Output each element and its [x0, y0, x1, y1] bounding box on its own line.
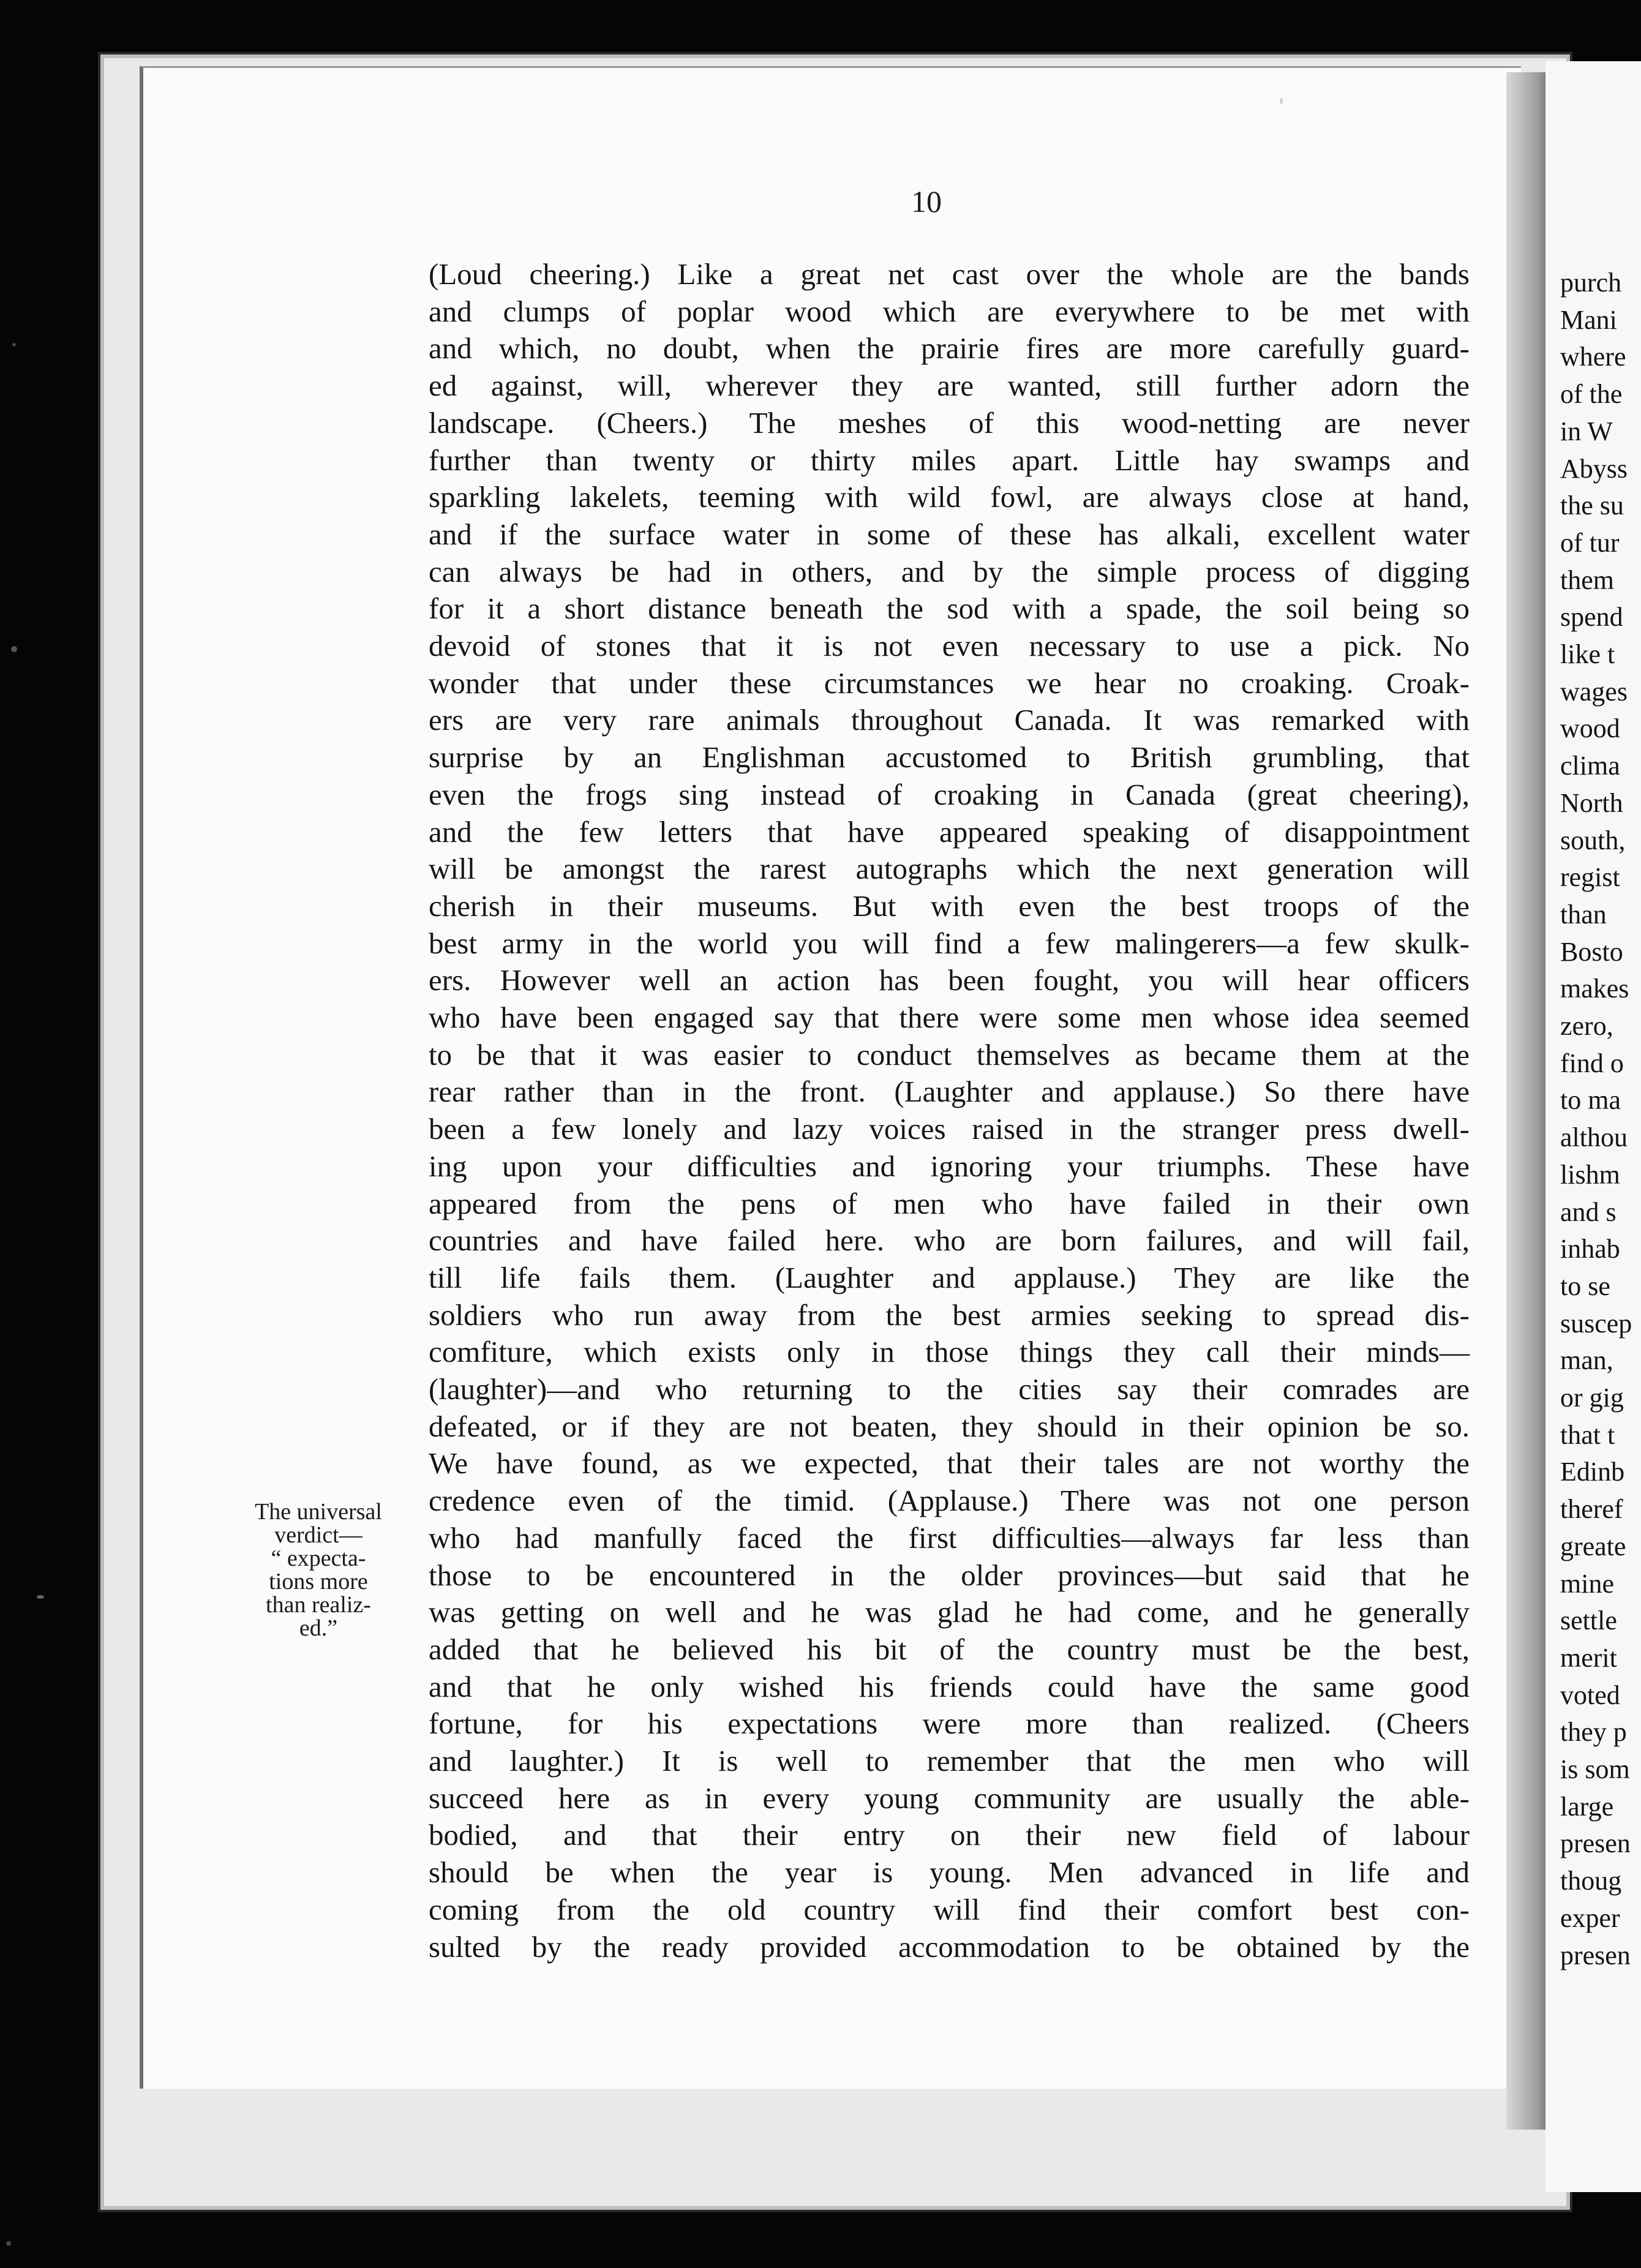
facing-page-line: find o: [1560, 1048, 1624, 1078]
body-text-line: comfiture, which exists only in those things they call their minds—: [429, 1335, 1470, 1369]
body-text-line: sulted by the ready provided accommodation to be obtained by the: [429, 1930, 1470, 1964]
body-text-line: countries and have failed here. who are born failures, and will fail,: [429, 1223, 1470, 1257]
facing-page-line: to ma: [1560, 1085, 1621, 1115]
body-text-line: devoid of stones that it is not even necessary to use a pick. No: [429, 629, 1470, 663]
facing-page-line: exper: [1560, 1903, 1620, 1933]
body-text-line: further than twenty or thirty miles apart. Little hay swamps and: [429, 443, 1470, 477]
facing-page-line: inhab: [1560, 1234, 1620, 1264]
body-text-line: ed against, will, wherever they are wanted, still further adorn the: [429, 369, 1470, 402]
facing-page-line: where: [1560, 342, 1626, 372]
margin-note-line: verdict—: [274, 1522, 362, 1548]
body-text-line: bodied, and that their entry on their new field of labour: [429, 1818, 1470, 1852]
facing-page-line: wages: [1560, 677, 1628, 707]
facing-page-line: Bosto: [1560, 937, 1623, 967]
facing-page-line: and s: [1560, 1197, 1617, 1227]
facing-page-line: they p: [1560, 1717, 1627, 1747]
facing-page-line: the su: [1560, 490, 1624, 520]
facing-page-line: merit: [1560, 1643, 1617, 1673]
margin-note-line: than realiz-: [266, 1592, 371, 1618]
facing-page-line: in W: [1560, 416, 1613, 446]
body-text-line: till life fails them. (Laughter and applause.) They are like the: [429, 1261, 1470, 1294]
facing-page-line: clima: [1560, 751, 1620, 781]
facing-page-line: is som: [1560, 1754, 1630, 1784]
book-gutter-shadow: [1506, 72, 1545, 2130]
facing-page-line: wood: [1560, 713, 1620, 743]
facing-page-line: of tur: [1560, 528, 1620, 558]
body-text-line: cherish in their museums. But with even the best troops of the: [429, 889, 1470, 923]
scan-speck: [6, 2241, 11, 2246]
body-text-line: for it a short distance beneath the sod with a spade, the soil being so: [429, 591, 1470, 625]
margin-note-line: ed.”: [299, 1615, 338, 1641]
facing-page-line: of the: [1560, 379, 1623, 409]
body-text-line: those to be encountered in the older provinces—but said that he: [429, 1558, 1470, 1592]
facing-page-line: than: [1560, 899, 1607, 929]
facing-page-line: Abyss: [1560, 454, 1628, 484]
facing-page-line: Mani: [1560, 305, 1617, 335]
facing-page-line: greate: [1560, 1531, 1626, 1561]
body-text-line: was getting on well and he was glad he had come, and he generally: [429, 1595, 1470, 1629]
body-text-line: ing upon your difficulties and ignoring your triumphs. These have: [429, 1149, 1470, 1183]
facing-page-line: that t: [1560, 1420, 1615, 1450]
body-text-line: to be that it was easier to conduct themselves as became them at the: [429, 1038, 1470, 1072]
body-text-line: credence even of the timid. (Applause.) There was not one person: [429, 1484, 1470, 1517]
body-text-line: appeared from the pens of men who have failed in their own: [429, 1187, 1470, 1220]
body-text-line: and the few letters that have appeared speaking of disappointment: [429, 815, 1470, 849]
body-text-line: who have been engaged say that there were some men whose idea seemed: [429, 1001, 1470, 1034]
facing-page-line: althou: [1560, 1122, 1628, 1152]
facing-page-line: theref: [1560, 1494, 1623, 1524]
body-text-line: and laughter.) It is well to remember that the men who will: [429, 1744, 1470, 1778]
margin-note-line: “ expecta-: [271, 1545, 366, 1571]
margin-note-line: tions more: [269, 1569, 368, 1594]
margin-note-line: The universal: [255, 1499, 382, 1525]
scan-speck: [11, 646, 17, 652]
facing-page-line: voted: [1560, 1680, 1620, 1710]
body-text-line: defeated, or if they are not beaten, they should in their opinion be so.: [429, 1410, 1470, 1443]
facing-page-line: like t: [1560, 639, 1615, 669]
body-text-line: (laughter)—and who returning to the cities say their comrades are: [429, 1372, 1470, 1406]
facing-page-line: south,: [1560, 825, 1626, 855]
body-text-line: who had manfully faced the first difficulties—always far less than: [429, 1521, 1470, 1555]
body-text-line: and if the surface water in some of these has alkali, excellent water: [429, 517, 1470, 551]
facing-page-line: presen: [1560, 1940, 1631, 1970]
facing-page-line: them: [1560, 565, 1614, 595]
facing-page-line: suscep: [1560, 1309, 1632, 1339]
body-text-line: and that he only wished his friends could have the same good: [429, 1670, 1470, 1703]
body-text-line: (Loud cheering.) Like a great net cast over the whole are the bands: [429, 257, 1470, 291]
facing-page-line: or gig: [1560, 1383, 1624, 1413]
page-number: 10: [911, 184, 942, 219]
body-text-line: wonder that under these circumstances we hear no croaking. Croak-: [429, 666, 1470, 700]
body-text-line: coming from the old country will find their comfort best con-: [429, 1893, 1470, 1926]
body-text-line: soldiers who run away from the best armies seeking to spread dis-: [429, 1298, 1470, 1332]
facing-page-line: spend: [1560, 602, 1623, 632]
body-text-line: landscape. (Cheers.) The meshes of this wood-netting are never: [429, 406, 1470, 440]
body-text-line: sparkling lakelets, teeming with wild fowl, are always close at hand,: [429, 480, 1470, 514]
facing-page-line: purch: [1560, 268, 1622, 298]
body-text-line: been a few lonely and lazy voices raised in the stranger press dwell-: [429, 1112, 1470, 1146]
facing-page-line: Edinb: [1560, 1457, 1625, 1487]
body-text-line: We have found, as we expected, that their tales are not worthy the: [429, 1446, 1470, 1480]
facing-page-line: North: [1560, 788, 1623, 818]
facing-page-line: settle: [1560, 1605, 1617, 1635]
scan-speck: [12, 343, 16, 347]
facing-page-line: to se: [1560, 1271, 1610, 1301]
body-text-line: and clumps of poplar wood which are everywhere to be met with: [429, 295, 1470, 328]
body-text-line: rear rather than in the front. (Laughter and applause.) So there have: [429, 1075, 1470, 1108]
facing-page-line: man,: [1560, 1345, 1613, 1375]
margin-note: [227, 1500, 410, 1640]
scan-speck: [37, 1595, 44, 1599]
body-text-line: surprise by an Englishman accustomed to British grumbling, that: [429, 740, 1470, 774]
body-text-line: will be amongst the rarest autographs which the next generation will: [429, 852, 1470, 885]
body-text-line: and which, no doubt, when the prairie fires are more carefully guard-: [429, 331, 1470, 365]
facing-page-line: regist: [1560, 862, 1620, 892]
facing-page-fragment: [1545, 61, 1641, 2192]
facing-page-line: presen: [1560, 1828, 1631, 1858]
facing-page-line: mine: [1560, 1569, 1614, 1599]
body-text-line: should be when the year is young. Men advanced in life and: [429, 1855, 1470, 1889]
scan-speck: [1280, 98, 1283, 104]
facing-page-line: makes: [1560, 974, 1629, 1004]
body-text-line: ers are very rare animals throughout Canada. It was remarked with: [429, 703, 1470, 737]
body-text-line: succeed here as in every young community are usually the able-: [429, 1781, 1470, 1815]
body-text-line: fortune, for his expectations were more than realized. (Cheers: [429, 1707, 1470, 1740]
body-text-line: can always be had in others, and by the simple process of digging: [429, 555, 1470, 588]
body-text-line: best army in the world you will find a few malingerers—a few skulk-: [429, 926, 1470, 960]
body-text-line: ers. However well an action has been fought, you will hear officers: [429, 963, 1470, 997]
body-text-line: even the frogs sing instead of croaking in Canada (great cheering),: [429, 778, 1470, 811]
facing-page-line: large: [1560, 1792, 1614, 1822]
facing-page-line: thoug: [1560, 1866, 1622, 1896]
facing-page-line: zero,: [1560, 1011, 1613, 1041]
facing-page-line: lishm: [1560, 1160, 1620, 1190]
body-text-line: added that he believed his bit of the country must be the best,: [429, 1632, 1470, 1666]
